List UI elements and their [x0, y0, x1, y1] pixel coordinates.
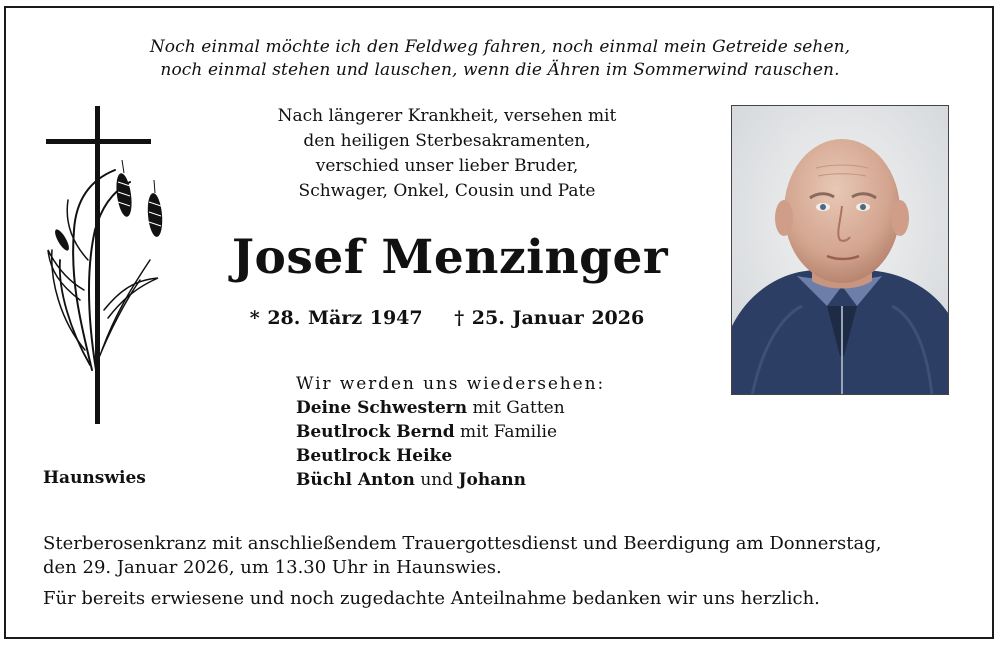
mourner-suffix: mit Gatten	[467, 398, 565, 418]
service-line-2: den 29. Januar 2026, um 13.30 Uhr in Haunswies.	[43, 557, 502, 578]
mourner-name: Beutlrock Bernd	[296, 422, 455, 442]
motto-line-1: Noch einmal möchte ich den Feldweg fahren, noch einmal mein Getreide sehen,	[149, 37, 851, 57]
mourner-suffix: und	[414, 470, 459, 490]
mourner-name: Deine Schwestern	[296, 398, 468, 418]
deceased-name: Josef Menzinger	[231, 230, 669, 285]
intro-text	[200, 104, 694, 204]
footer-text	[43, 532, 973, 611]
portrait-photo	[731, 105, 949, 395]
death-date: † 25. Januar 2026	[454, 307, 645, 329]
intro-line-4: Schwager, Onkel, Cousin und Pate	[298, 181, 596, 201]
portrait-illustration	[732, 106, 949, 395]
mourner-name: Büchl Anton	[296, 470, 415, 490]
mourner-line	[296, 468, 716, 492]
cross-with-wheat-icon	[40, 100, 180, 430]
mourner-line	[296, 396, 716, 420]
place-name: Haunswies	[43, 468, 146, 488]
life-dates	[200, 304, 694, 332]
mourner-name: Beutlrock Heike	[296, 446, 453, 466]
mourner-suffix: mit Familie	[454, 422, 558, 442]
mourners-list	[296, 372, 716, 492]
mourner-name-2: Johann	[458, 470, 526, 490]
thanks-text: Für bereits erwiesene und noch zugedachte Anteilnahme bedanken wir uns herzlich.	[43, 588, 820, 609]
mourner-line	[296, 444, 716, 468]
intro-line-1: Nach längerer Krankheit, versehen mit	[277, 106, 617, 126]
intro-line-3: verschied unser lieber Bruder,	[315, 156, 579, 176]
mourner-line	[296, 420, 716, 444]
mourners-lead: Wir werden uns wiedersehen:	[296, 374, 606, 394]
birth-date: * 28. März 1947	[249, 307, 423, 329]
service-line-1: Sterberosenkranz mit anschließendem Trauergottesdienst und Beerdigung am Donnerstag,	[43, 533, 882, 554]
intro-line-2: den heiligen Sterbesakramenten,	[303, 131, 591, 151]
motto-poem	[0, 36, 1000, 82]
service-info	[43, 532, 973, 580]
motto-line-2: noch einmal stehen und lauschen, wenn die Ähren im Sommerwind rauschen.	[160, 60, 840, 80]
